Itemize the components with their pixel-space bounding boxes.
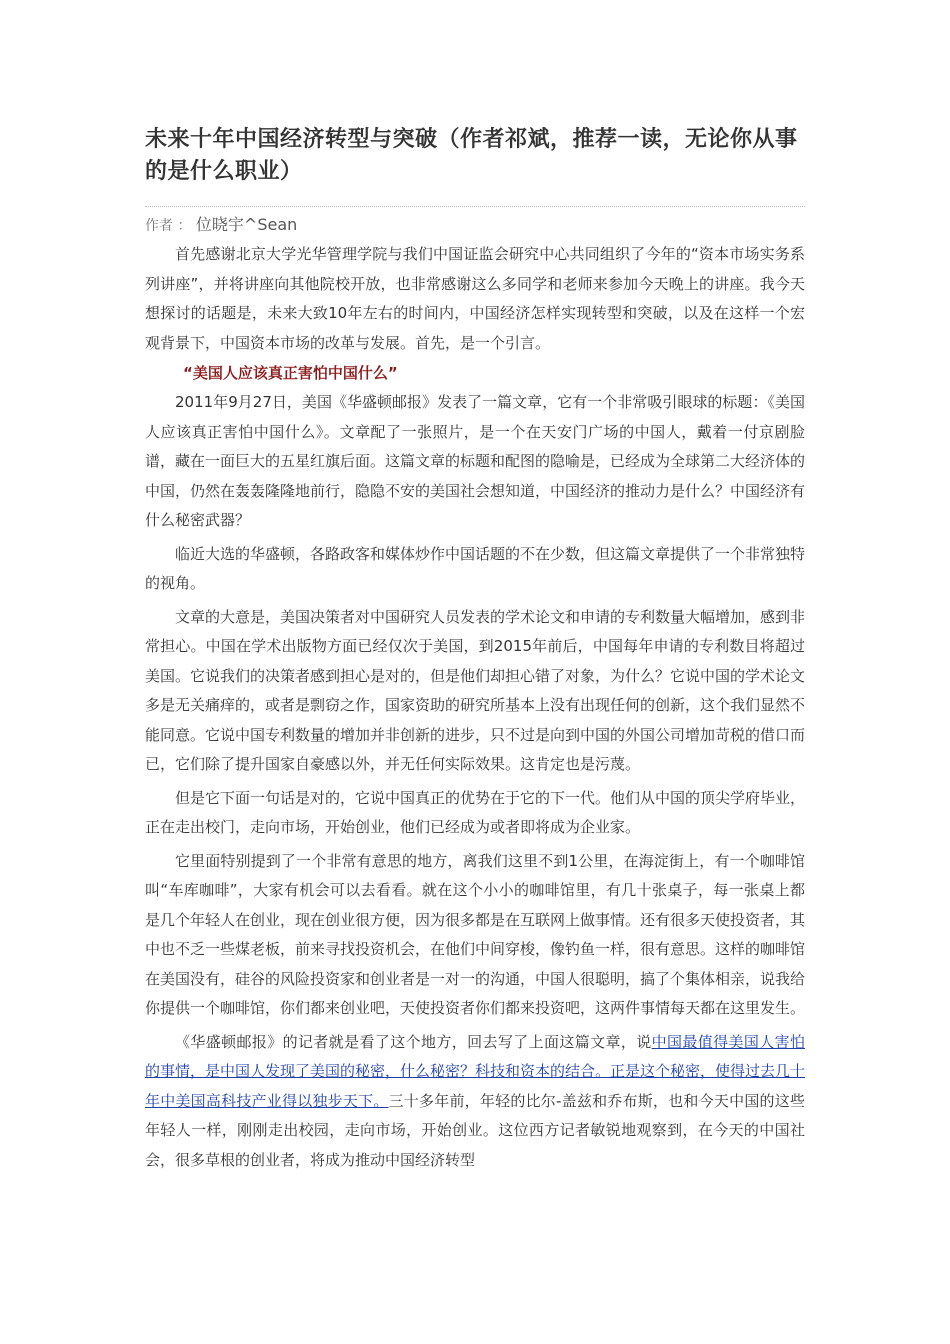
author-line xyxy=(145,215,805,236)
author-name: 位晓宇^Sean xyxy=(195,215,298,234)
paragraph-5: 它里面特别提到了一个非常有意思的地方，离我们这里不到1公里，在海淀街上，有一个咖啡馆叫“车库咖啡”，大家有机会可以去看看。就在这个小小的咖啡馆里，有几十张桌子，每一张桌上都是几个年轻人在创业，现在创业很方便，因为很多都是在互联网上做事情。还有很多天使投资者，其中也不乏一些煤老板，前来寻找投资机会，在他们中间穿梭，像钓鱼一样，很有意思。这样的咖啡馆在美国没有，硅谷的风险投资家和创业者是一对一的沟通，中国人很聪明，搞了个集体相亲，说我给你提供一个咖啡馆，你们都来创业吧，天使投资者你们都来投资吧，这两件事情每天都在这里发生。 xyxy=(145,851,806,1017)
article-title: 未来十年中国经济转型与突破（作者祁斌，推荐一读，无论你从事的是什么职业） xyxy=(145,127,798,184)
author-label: 作者 ： xyxy=(145,218,192,234)
paragraph-1: 2011年9月27日，美国《华盛顿邮报》发表了一篇文章，它有一个非常吸引眼球的标题：《美国人应该真正害怕中国什么》。文章配了一张照片，是一个在天安门广场的中国人，戴着一付京剧脸谱，藏在一面巨大的五星红旗后面。这篇文章的标题和配图的隐喻是，已经成为全球第二大经济体的中国，仍然在轰轰隆隆地前行，隐隐不安的美国社会想知道，中国经济的推动力是什么？中国经济有什么秘密武器？ xyxy=(145,393,806,529)
highlighted-link[interactable]: 中国最值得美国人害怕的事情，是中国人发现了美国的秘密，什么秘密？科技和资本的结合。正是这个秘密，使得过去几十年中美国高科技产业得以独步天下。 xyxy=(145,1032,806,1110)
paragraph-3: 文章的大意是，美国决策者对中国研究人员发表的学术论文和申请的专利数量大幅增加，感到非常担心。中国在学术出版物方面已经仅次于美国，到2015年前后，中国每年申请的专利数目将超过美国。它说我们的决策者感到担心是对的，但是他们却担心错了对象，为什么？它说中国的学术论文多是无关痛痒的，或者是剽窃之作，国家资助的研究所基本上没有出现任何的创新，这个我们显然不能同意。它说中国专利数量的增加并非创新的进步，只不过是向到中国的外国公司增加苛税的借口而已，它们除了提升国家自豪感以外，并无任何实际效果。这肯定也是污蔑。 xyxy=(145,607,806,773)
section-heading: “美国人应该真正害怕中国什么” xyxy=(183,364,398,382)
intro-paragraph: 首先感谢北京大学光华管理学院与我们中国证监会研究中心共同组织了今年的“资本市场实务系列讲座”，并将讲座向其他院校开放，也非常感谢这么多同学和老师来参加今天晚上的讲座。我今天想探讨的话题是，未来大致10年左右的时间内，中国经济怎样实现转型和突破，以及在这样一个宏观背景下，中国资本市场的改革与发展。首先，是一个引言。 xyxy=(145,245,805,352)
paragraph-6-tail: 三十多年前，年轻的比尔-盖兹和乔布斯，也和今天中国的这些年轻人一样，刚刚走出校园，走向市场，开始创业。这位西方记者敏锐地观察到，在今天的中国社会，很多草根的创业者，将成为推动中国经济转型 xyxy=(145,1091,805,1169)
article xyxy=(145,124,805,1175)
paragraph-2: 临近大选的华盛顿，各路政客和媒体炒作中国话题的不在少数，但这篇文章提供了一个非常独特的视角。 xyxy=(145,544,806,592)
paragraph-6 xyxy=(145,1028,805,1176)
paragraph-6-lead: 《华盛顿邮报》的记者就是看了这个地方，回去写了上面这篇文章，说 xyxy=(175,1032,652,1051)
title-divider xyxy=(145,206,805,207)
paragraph-4: 但是它下面一句话是对的，它说中国真正的优势在于它的下一代。他们从中国的顶尖学府毕业，正在走出校门，走向市场，开始创业，他们已经成为或者即将成为企业家。 xyxy=(145,788,806,836)
